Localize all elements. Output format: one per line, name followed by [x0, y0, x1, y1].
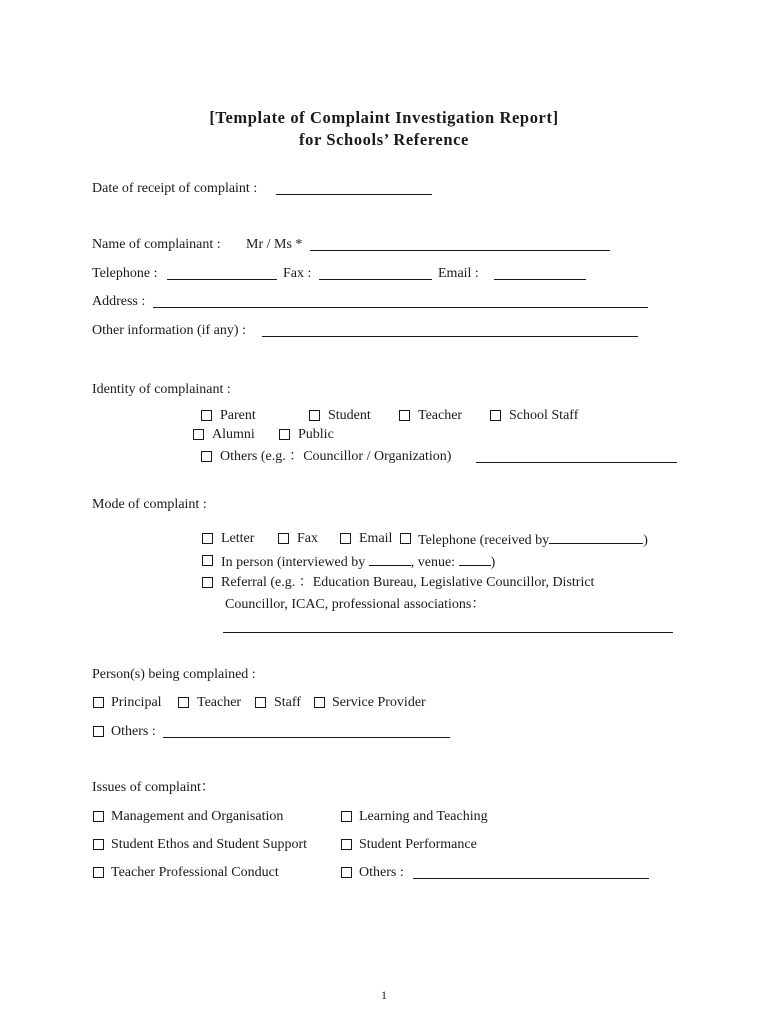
- identity-school-staff-checkbox[interactable]: [490, 410, 501, 421]
- issues-student-ethos-checkbox[interactable]: [93, 839, 104, 850]
- identity-student-checkbox[interactable]: [309, 410, 320, 421]
- other-info-field[interactable]: [262, 336, 638, 337]
- issues-learning-teaching-checkbox[interactable]: [341, 811, 352, 822]
- persons-heading: Person(s) being complained :: [92, 667, 256, 682]
- venue-field[interactable]: [459, 553, 491, 566]
- mode-fax-label: Fax: [297, 531, 318, 546]
- complainant-title-label: Mr / Ms *: [246, 237, 303, 252]
- complainant-name-label: Name of complainant :: [92, 237, 221, 252]
- identity-others-checkbox[interactable]: [201, 451, 212, 462]
- identity-alumni-label: Alumni: [212, 427, 255, 442]
- fax-field[interactable]: [319, 279, 432, 280]
- email-field[interactable]: [494, 279, 586, 280]
- issues-others-field[interactable]: [413, 878, 649, 879]
- page-number: 1: [381, 988, 387, 1002]
- address-label: Address :: [92, 294, 146, 309]
- address-field[interactable]: [153, 307, 648, 308]
- issues-management-checkbox[interactable]: [93, 811, 104, 822]
- mode-in-person-label: In person (interviewed by , venue: ): [221, 555, 496, 570]
- identity-others-label: Others (e.g. ：Councillor / Organization): [220, 449, 452, 464]
- persons-others-field[interactable]: [163, 737, 450, 738]
- interviewed-by-field[interactable]: [369, 553, 411, 566]
- complainant-name-field[interactable]: [310, 250, 610, 251]
- issues-management-label: Management and Organisation: [111, 809, 284, 824]
- issues-others-checkbox[interactable]: [341, 867, 352, 878]
- identity-public-checkbox[interactable]: [279, 429, 290, 440]
- mode-email-label: Email: [359, 531, 393, 546]
- mode-referral-checkbox[interactable]: [202, 577, 213, 588]
- issues-student-performance-label: Student Performance: [359, 837, 477, 852]
- telephone-field[interactable]: [167, 279, 277, 280]
- persons-others-label: Others :: [111, 724, 156, 739]
- document-title: [Template of Complaint Investigation Report]: [209, 108, 559, 127]
- telephone-received-by-field[interactable]: [549, 531, 643, 544]
- identity-teacher-label: Teacher: [418, 408, 463, 423]
- mode-in-person-checkbox[interactable]: [202, 555, 213, 566]
- mode-telephone-label: Telephone (received by ): [418, 533, 648, 548]
- identity-student-label: Student: [328, 408, 371, 423]
- mode-fax-checkbox[interactable]: [278, 533, 289, 544]
- mode-telephone-checkbox[interactable]: [400, 533, 411, 544]
- persons-principal-checkbox[interactable]: [93, 697, 104, 708]
- persons-others-checkbox[interactable]: [93, 726, 104, 737]
- fax-label: Fax :: [283, 266, 312, 281]
- persons-teacher-label: Teacher: [197, 695, 242, 710]
- persons-service-provider-checkbox[interactable]: [314, 697, 325, 708]
- referral-field[interactable]: [223, 632, 673, 633]
- persons-staff-label: Staff: [274, 695, 301, 710]
- identity-parent-checkbox[interactable]: [201, 410, 212, 421]
- persons-staff-checkbox[interactable]: [255, 697, 266, 708]
- issues-others-label: Others :: [359, 865, 404, 880]
- other-info-label: Other information (if any) :: [92, 323, 246, 338]
- identity-others-field[interactable]: [476, 462, 677, 463]
- issues-teacher-conduct-checkbox[interactable]: [93, 867, 104, 878]
- telephone-label: Telephone :: [92, 266, 158, 281]
- identity-parent-label: Parent: [220, 408, 256, 423]
- issues-learning-teaching-label: Learning and Teaching: [359, 809, 488, 824]
- mode-referral-label-line1: Referral (e.g. ：Education Bureau, Legislative Councillor, District: [221, 575, 595, 590]
- mode-heading: Mode of complaint :: [92, 497, 207, 512]
- persons-principal-label: Principal: [111, 695, 162, 710]
- issues-student-ethos-label: Student Ethos and Student Support: [111, 837, 307, 852]
- issues-heading: Issues of complaint：: [92, 780, 215, 795]
- document-subtitle: for Schools’ Reference: [299, 130, 469, 149]
- identity-alumni-checkbox[interactable]: [193, 429, 204, 440]
- identity-school-staff-label: School Staff: [509, 408, 579, 423]
- email-label: Email :: [438, 266, 479, 281]
- date-receipt-field[interactable]: [276, 194, 432, 195]
- mode-letter-checkbox[interactable]: [202, 533, 213, 544]
- issues-student-performance-checkbox[interactable]: [341, 839, 352, 850]
- mode-email-checkbox[interactable]: [340, 533, 351, 544]
- mode-referral-label-line2: Councillor, ICAC, professional associations：: [225, 597, 486, 612]
- identity-public-label: Public: [298, 427, 334, 442]
- persons-teacher-checkbox[interactable]: [178, 697, 189, 708]
- identity-heading: Identity of complainant :: [92, 382, 231, 397]
- issues-teacher-conduct-label: Teacher Professional Conduct: [111, 865, 279, 880]
- mode-letter-label: Letter: [221, 531, 255, 546]
- identity-teacher-checkbox[interactable]: [399, 410, 410, 421]
- persons-service-provider-label: Service Provider: [332, 695, 426, 710]
- date-receipt-label: Date of receipt of complaint :: [92, 181, 258, 196]
